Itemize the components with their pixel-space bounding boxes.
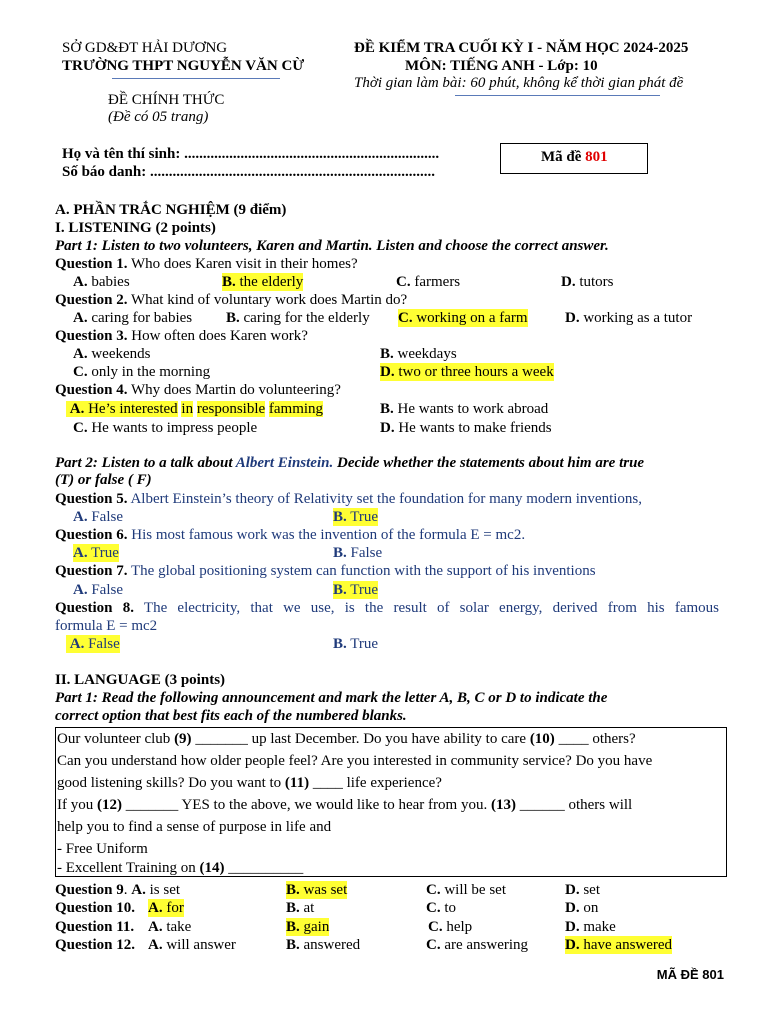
q3-option-c[interactable]: C. only in the morning <box>73 364 211 380</box>
q7-option-b[interactable]: B. True <box>333 582 379 598</box>
school-name: TRƯỜNG THPT NGUYỄN VĂN CỪ <box>62 58 305 74</box>
passage-line-3: good listening skills? Do you want to (11) ____ life experience? <box>57 775 442 791</box>
q2-option-d[interactable]: D. working as a tutor <box>565 310 693 326</box>
section-a-title: A. PHẦN TRẮC NGHIỆM (9 điểm) <box>55 202 287 218</box>
page-count: (Đề có 05 trang) <box>108 109 209 125</box>
q12-option-b[interactable]: B. answered <box>286 937 361 953</box>
passage-line-6: - Free Uniform <box>57 841 148 857</box>
passage-line-5: help you to find a sense of purpose in life and <box>57 819 332 835</box>
q1-option-b[interactable]: B. the elderly <box>222 274 304 290</box>
q11-option-d[interactable]: D. make <box>565 919 616 935</box>
q1-option-a[interactable]: A. babies <box>73 274 130 290</box>
q11-option-a[interactable]: A. take <box>148 919 192 935</box>
q10-option-a[interactable]: A. for <box>148 900 184 916</box>
student-name-field: Họ và tên thí sinh: .................................................................... <box>62 146 440 162</box>
q8-option-b[interactable]: B. True <box>333 636 379 652</box>
question-12: Question 12. <box>55 937 136 953</box>
q11-option-c[interactable]: C. help <box>428 919 473 935</box>
q2-option-b[interactable]: B. caring for the elderly <box>226 310 370 326</box>
q10-option-b[interactable]: B. at <box>286 900 315 916</box>
subject-line: MÔN: TIẾNG ANH - Lớp: 10 <box>405 58 598 74</box>
question-9: Question 9. A. is set <box>55 882 181 898</box>
q4-option-c[interactable]: C. He wants to impress people <box>73 420 258 436</box>
q9-option-d[interactable]: D. set <box>565 882 601 898</box>
q9-option-c[interactable]: C. will be set <box>426 882 506 898</box>
footer-exam-code: MÃ ĐỀ 801 <box>656 967 724 982</box>
question-1: Question 1. Who does Karen visit in their homes? <box>55 256 358 272</box>
language-part1-line2: correct option that best fits each of the numbered blanks. <box>55 708 407 724</box>
question-2: Question 2. What kind of voluntary work does Martin do? <box>55 292 408 308</box>
question-8: Question 8. The electricity, that we use, is the result of solar energy, derived from his famous <box>55 600 719 616</box>
question-5: Question 5. Albert Einstein’s theory of Relativity set the foundation for many modern inventions, <box>55 491 643 507</box>
listening-part2-line2: (T) or false ( F) <box>55 472 152 488</box>
q4-option-a[interactable]: A. He’s interested in responsible famming <box>66 400 323 418</box>
q12-option-d[interactable]: D. have answered <box>565 937 673 953</box>
question-3: Question 3. How often does Karen work? <box>55 328 308 344</box>
listening-title: I. LISTENING (2 points) <box>55 220 216 236</box>
language-title: II. LANGUAGE (3 points) <box>55 672 226 688</box>
time-line: Thời gian làm bài: 60 phút, không kể thời gian phát đề <box>354 75 684 91</box>
q6-option-b[interactable]: B. False <box>333 545 383 561</box>
exam-code-box <box>500 143 648 174</box>
listening-part1: Part 1: Listen to two volunteers, Karen and Martin. Listen and choose the correct answer. <box>55 238 609 254</box>
q4-option-b[interactable]: B. He wants to work abroad <box>380 401 549 417</box>
question-4: Question 4. Why does Martin do volunteering? <box>55 382 341 398</box>
question-11: Question 11. <box>55 919 135 935</box>
department-name: SỞ GD&ĐT HẢI DƯƠNG <box>62 40 228 56</box>
passage-line-2: Can you understand how older people feel? Are you interested in community service? Do you have <box>57 753 653 769</box>
school-underline <box>112 78 280 79</box>
q2-option-c[interactable]: C. working on a farm <box>398 310 528 326</box>
official-label: ĐỀ CHÍNH THỨC <box>108 92 225 108</box>
q1-option-d[interactable]: D. tutors <box>561 274 614 290</box>
question-7: Question 7. The global positioning system can function with the support of his inventions <box>55 563 596 579</box>
q5-option-a[interactable]: A. False <box>73 509 124 525</box>
q1-option-c[interactable]: C. farmers <box>396 274 461 290</box>
student-id-field: Số báo danh: ............................................................................ <box>62 164 435 180</box>
question-6: Question 6. His most famous work was the invention of the formula E = mc2. <box>55 527 526 543</box>
time-underline <box>455 95 660 96</box>
question-8-line2: formula E = mc2 <box>55 618 158 634</box>
exam-title: ĐỀ KIỂM TRA CUỐI KỲ I - NĂM HỌC 2024-2025 <box>354 40 689 56</box>
q3-option-b[interactable]: B. weekdays <box>380 346 457 362</box>
q4-option-d[interactable]: D. He wants to make friends <box>380 420 552 436</box>
q6-option-a[interactable]: A. True <box>73 545 119 561</box>
listening-part2: Part 2: Listen to a talk about Albert Einstein. Decide whether the statements about him are true <box>55 455 645 471</box>
q3-option-a[interactable]: A. weekends <box>73 346 151 362</box>
q3-option-d[interactable]: D. two or three hours a week <box>380 364 554 380</box>
q9-option-b[interactable]: B. was set <box>286 882 348 898</box>
q10-option-c[interactable]: C. to <box>426 900 457 916</box>
passage-line-4: If you (12) _______ YES to the above, we would like to hear from you. (13) ______ others will <box>57 797 633 813</box>
q12-option-a[interactable]: A. will answer <box>148 937 236 953</box>
q7-option-a[interactable]: A. False <box>73 582 124 598</box>
q5-option-b[interactable]: B. True <box>333 509 379 525</box>
exam-code: Mã đề 801 <box>541 149 608 165</box>
passage-line-7: - Excellent Training on (14) __________ <box>57 860 304 876</box>
q11-option-b[interactable]: B. gain <box>286 919 330 935</box>
q10-option-d[interactable]: D. on <box>565 900 599 916</box>
announcement-passage <box>55 727 727 877</box>
passage-line-1: Our volunteer club (9) _______ up last December. Do you have ability to care (10) ____ others? <box>57 731 636 747</box>
q12-option-c[interactable]: C. are answering <box>426 937 529 953</box>
language-part1: Part 1: Read the following announcement and mark the letter A, B, C or D to indicate the <box>55 690 608 706</box>
q8-option-a[interactable]: A. False <box>66 635 120 653</box>
question-10: Question 10. <box>55 900 136 916</box>
q2-option-a[interactable]: A. caring for babies <box>73 310 193 326</box>
